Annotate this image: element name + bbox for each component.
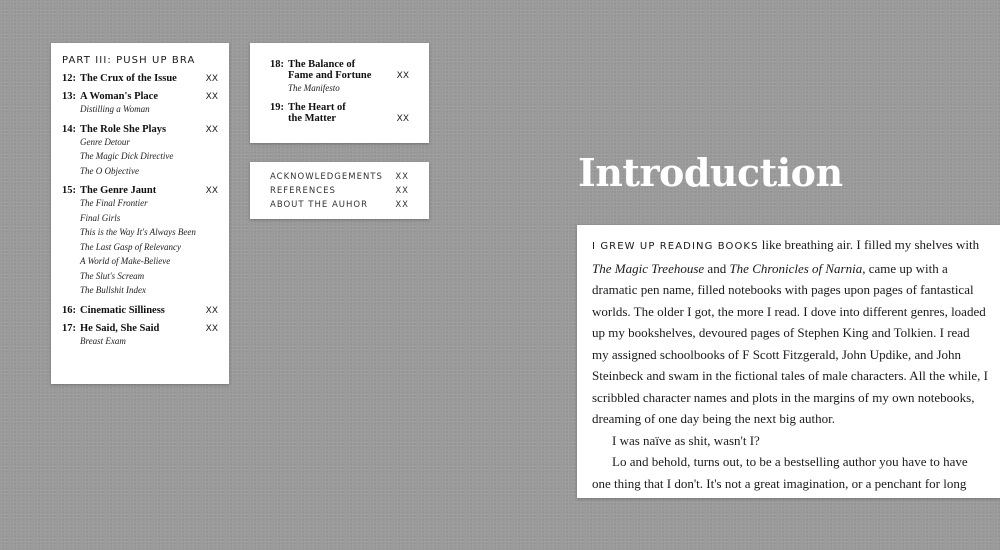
intro-paragraph-2: I was naïve as shit, wasn't I?	[612, 432, 760, 448]
chapter-number: 17:	[62, 322, 76, 334]
subsection-title: Breast Exam	[80, 335, 126, 346]
subsection-title: The Last Gasp of Relevancy	[80, 241, 181, 252]
introduction-heading: Introduction	[578, 150, 843, 195]
subsection-title: The Manifesto	[288, 83, 340, 93]
back-matter-row	[270, 184, 409, 198]
chapter-title: A Woman's Place	[80, 91, 158, 102]
page-number: XX	[395, 200, 409, 210]
subsection-title: A World of Make-Believe	[80, 256, 171, 266]
subsection-title: Distilling a Woman	[80, 104, 150, 114]
page-number: XX	[396, 71, 409, 81]
toc-entry-14	[62, 124, 218, 179]
toc-entry-17	[62, 323, 218, 349]
chapter-title-line2: Fame and Fortune	[288, 70, 372, 81]
page-number: XX	[395, 186, 409, 196]
back-matter-title: ACKNOWLEDGEMENTS	[270, 172, 383, 182]
chapter-title: He Said, She Said	[80, 322, 160, 334]
back-matter-title: REFERENCES	[270, 186, 336, 196]
chapter-title: Cinematic Silliness	[80, 304, 165, 316]
chapter-title: The Role She Plays	[80, 123, 167, 135]
book-title: The Magic Treehouse	[592, 260, 705, 276]
chapter-number: 16:	[62, 304, 76, 316]
chapter-number: 18:	[270, 59, 284, 70]
toc-card-continued	[250, 43, 429, 143]
page-number: XX	[205, 74, 218, 84]
subsection-title: The Slut's Scream	[80, 270, 145, 281]
chapter-title-line2: the Matter	[288, 112, 337, 124]
subsection-title: The Magic Dick Directive	[80, 151, 174, 161]
page-number: XX	[205, 305, 218, 316]
page-number: XX	[395, 172, 409, 182]
back-matter-title: ABOUT THE AUHOR	[270, 200, 368, 210]
chapter-title: The Crux of the Issue	[80, 73, 177, 84]
toc-entry-19	[270, 102, 409, 124]
page-number: XX	[205, 124, 218, 135]
part-label: PART III: PUSH UP BRA	[62, 55, 196, 66]
chapter-number: 15:	[62, 185, 76, 196]
toc-card-part-three	[51, 43, 229, 384]
toc-entry-12	[62, 73, 218, 84]
subsection-title: This is the Way It's Always Been	[80, 227, 196, 237]
chapter-number: 12:	[62, 73, 76, 84]
intro-paragraph-1: I GREW UP READING BOOKS like breathing air. I filled my shelves with The Magic Treehouse and The Chronicles of Narnia, came up with a dramatic pen name, filled notebooks with pages upon pages of fantastical worlds. The older I got, the more I read. I dove into different genres, loaded up my bookshelves, devoured pages of Stephen King and Tolkien. I read my assigned schoolbooks of F Scott Fitzgerald, John Updike, and John Steinbeck and swam in the fictional tales of male characters. All the while, I scribbled character names and plots in the margins of my own notebooks, dreaming of one day being the next big author.	[592, 237, 989, 426]
page-number: XX	[205, 186, 218, 196]
toc-entry-16	[62, 305, 218, 316]
introduction-text-card	[577, 225, 1000, 498]
back-matter-row	[270, 198, 409, 212]
page-number: XX	[396, 113, 409, 124]
page-number: XX	[205, 323, 218, 334]
lead-in-caps: I GREW UP READING BOOKS	[592, 241, 759, 252]
toc-entry-18	[270, 59, 409, 96]
subsection-title: Genre Detour	[80, 136, 130, 147]
chapter-title-line1: The Balance of	[288, 59, 356, 70]
chapter-number: 19:	[270, 101, 284, 113]
chapter-number: 14:	[62, 123, 76, 135]
back-matter-card	[250, 162, 429, 219]
back-matter-row	[270, 170, 409, 184]
page-number: XX	[205, 92, 218, 102]
subsection-title: The Bullshit Index	[80, 285, 146, 295]
toc-entry-15	[62, 185, 218, 298]
intro-paragraph-3: Lo and behold, turns out, to be a bestselling author you have to have one thing that I don't. It's not a great imagination, or a penchant for long	[592, 454, 968, 491]
subsection-title: The O Objective	[80, 165, 139, 176]
chapter-title: The Genre Jaunt	[80, 185, 157, 196]
chapter-number: 13:	[62, 91, 76, 102]
toc-entry-13	[62, 91, 218, 117]
subsection-title: Final Girls	[80, 212, 121, 223]
subsection-title: The Final Frontier	[80, 198, 148, 208]
chapter-title-line1: The Heart of	[288, 101, 346, 113]
book-title: The Chronicles of Narnia	[729, 260, 863, 276]
